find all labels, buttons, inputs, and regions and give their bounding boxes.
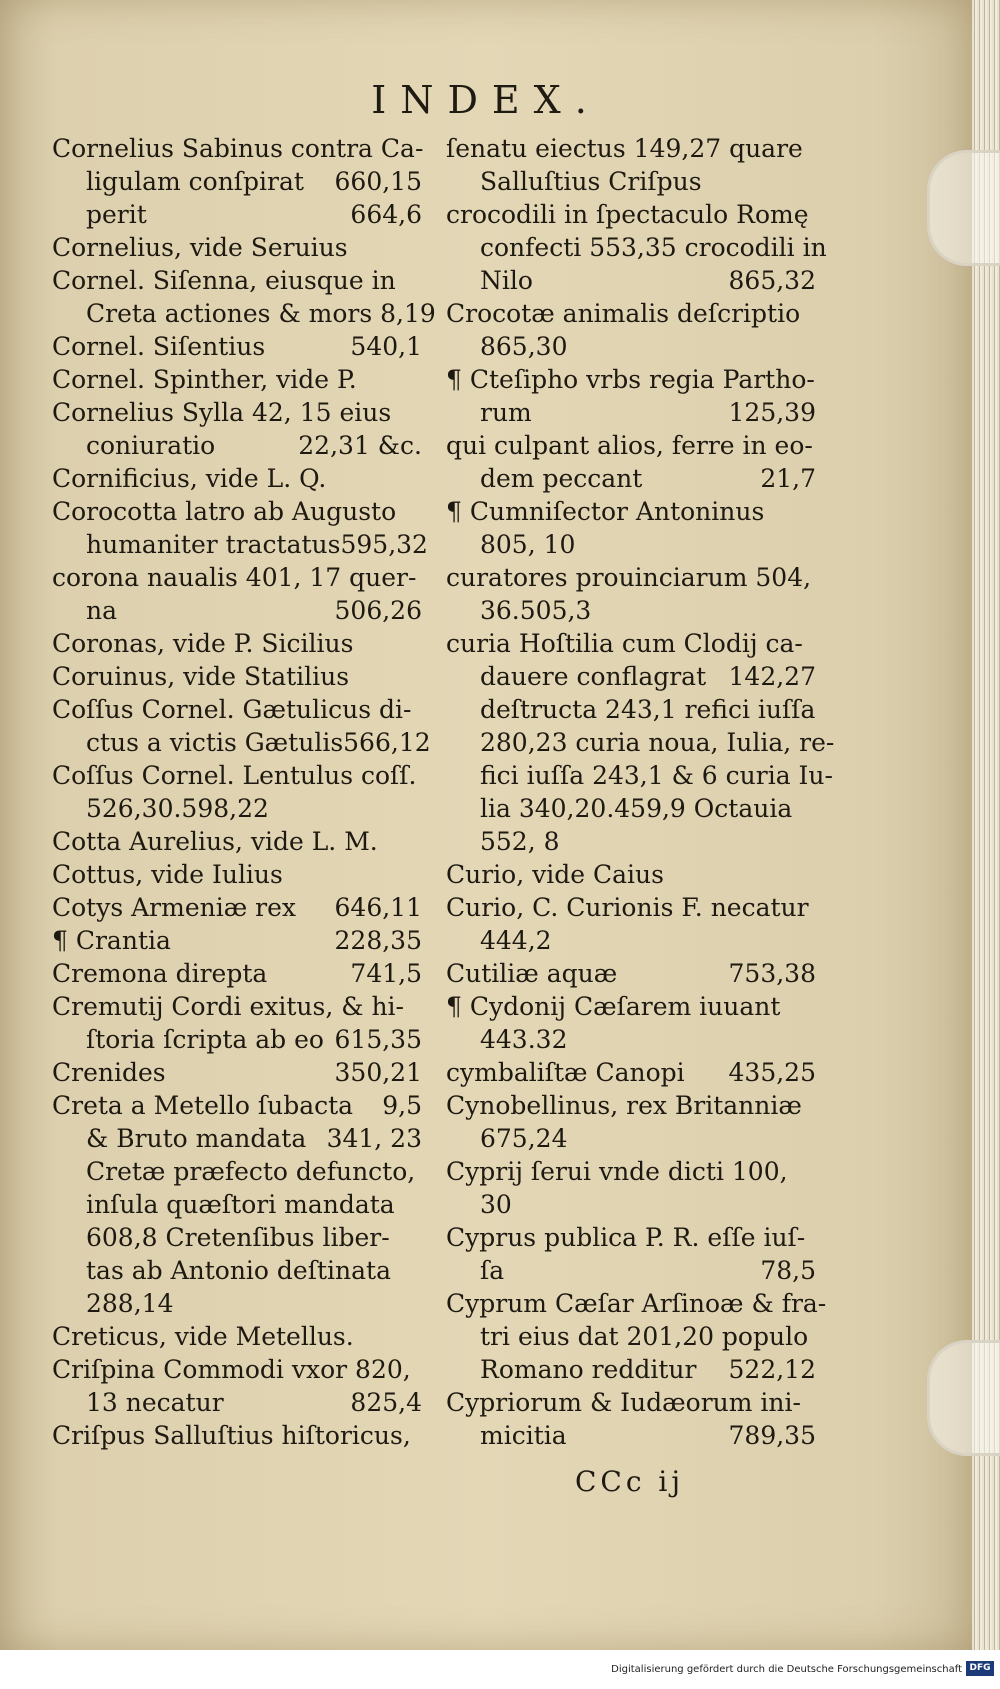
index-line-text: Creticus, vide Metellus. [52,1322,354,1351]
index-line-text: Cornel. Siſenna, eiusque in [52,266,396,295]
index-line-text: dem peccant [480,464,643,493]
index-line-text: curatores prouinciarum 504, [446,563,812,592]
index-line-text: 288,14 [86,1289,174,1318]
index-line [446,231,827,264]
index-line [52,660,422,693]
index-line-text: Corocotta latro ab Augusto [52,497,397,526]
index-line [52,396,422,429]
index-line-text: ¶ Crantia [52,926,171,955]
index-line [52,1089,422,1122]
index-line [446,1287,827,1320]
index-line-text: Cypriorum & Iudæorum ini- [446,1388,801,1417]
credit-bar [0,1650,1000,1689]
index-entry [446,858,816,891]
index-entry [52,363,422,396]
index-line [446,1122,816,1155]
index-line-number: 753,38 [728,959,816,988]
index-line [446,561,816,594]
index-line-text: Curio, vide Caius [446,860,664,889]
index-line [52,132,422,165]
index-line-text: 865,30 [480,332,568,361]
index-line-number: 741,5 [350,959,422,988]
index-line-text: Criſpina Commodi vxor 820, [52,1355,411,1384]
index-line-number: 142,27 [728,662,816,691]
index-line-text: & Bruto mandata [86,1124,307,1153]
index-line-number: 125,39 [728,398,816,427]
index-line [446,1320,816,1353]
index-line-text: micitia [480,1421,567,1450]
index-line-text: humaniter tractatus [86,530,341,559]
index-line-text: curia Hoſtilia cum Clodij ca- [446,629,803,658]
index-line-text: Cremutij Cordi exitus, & hi- [52,992,405,1021]
index-line-text: 552, 8 [480,827,560,856]
index-line [52,1419,422,1452]
index-line [446,990,816,1023]
index-line [52,1023,422,1056]
index-line-text: Cornificius, vide L. Q. [52,464,327,493]
index-line-text: 36.505,3 [480,596,592,625]
index-line-text: 526,30.598,22 [86,794,269,823]
index-line-text: Cynobellinus, rex Britanniæ [446,1091,802,1120]
index-line [446,594,816,627]
index-entry [52,924,422,957]
index-entry [52,693,431,759]
index-line-text: ſa [480,1256,505,1285]
index-line-text: deſtructa 243,1 refici iuſſa [480,695,816,724]
index-line [52,264,422,297]
index-entry [52,1089,422,1320]
index-line [52,1155,422,1188]
index-line [446,165,816,198]
index-entry [52,264,436,330]
index-line [446,264,816,297]
index-line [446,924,816,957]
index-entry [52,759,422,825]
index-line-number: 825,4 [350,1388,422,1417]
index-entry [446,561,816,627]
index-line [52,1254,422,1287]
index-line-text: Cyprus publica P. R. eſſe iuſ- [446,1223,806,1252]
index-entry [446,297,816,363]
index-entry [52,462,422,495]
index-entry [52,825,422,858]
index-line-text: 280,23 curia noua, Iulia, re- [480,728,835,757]
index-entry [52,396,422,462]
index-line-number: 228,35 [334,926,422,955]
index-line [446,330,816,363]
index-line-text: ligulam conſpirat [86,167,304,196]
index-line-text: Cornelius, vide Seruius [52,233,348,262]
index-line [52,1320,422,1353]
index-line [52,1353,422,1386]
index-line-text: Creta a Metello ſubacta [52,1091,354,1120]
index-line-number: 9,5 [382,1091,422,1120]
index-line [446,429,816,462]
index-line-text: Salluſtius Criſpus [480,167,702,196]
index-entry [446,990,816,1056]
index-line-number: 865,32 [728,266,816,295]
index-line [446,462,816,495]
index-line-text: Cornel. Siſentius [52,332,266,361]
index-line-number: 22,31 &c. [298,431,422,460]
index-line-text: 608,8 Cretenſibus liber- [86,1223,390,1252]
index-line-text: qui culpant alios, ferre in eo- [446,431,813,460]
index-line [446,825,816,858]
index-line [446,1089,816,1122]
index-line [446,1353,816,1386]
index-line-number: 21,7 [760,464,816,493]
index-line [446,693,816,726]
index-line-number: 350,21 [334,1058,422,1087]
page-header: INDEX. [371,78,601,122]
index-line [446,495,816,528]
index-entry [446,495,816,561]
index-entry [52,891,422,924]
index-line [52,792,422,825]
index-line [52,957,422,990]
index-line [52,462,422,495]
index-line-text: Cotta Aurelius, vide L. M. [52,827,378,856]
index-entry [446,1155,816,1221]
index-entry [52,132,422,231]
index-line-number: 78,5 [760,1256,816,1285]
signature-mark: CCc ij [575,1465,685,1498]
index-line-text: ¶ Cumniſector Antoninus [446,497,765,526]
index-line [52,858,422,891]
index-line [52,990,422,1023]
index-line-text: Cretæ præfecto defuncto, [86,1157,416,1186]
index-line-text: 13 necatur [86,1388,224,1417]
index-entry [52,990,422,1056]
index-line [52,891,422,924]
index-line-text: ¶ Cydonij Cæſarem iuuant [446,992,781,1021]
index-entry [52,330,422,363]
index-line-text: Coſſus Cornel. Gætulicus di- [52,695,412,724]
index-line-text: Coronas, vide P. Sicilius [52,629,354,658]
index-line [446,660,816,693]
index-line [52,825,422,858]
index-line-number: 566,12 [343,728,431,757]
index-line-number: 664,6 [350,200,422,229]
index-line-text: ¶ Cteſipho vrbs regia Partho- [446,365,815,394]
index-line [52,429,422,462]
dfg-logo: DFG [966,1661,994,1676]
index-line-number: 646,11 [334,893,422,922]
index-entry [446,198,827,297]
index-line [52,330,422,363]
index-line [52,627,422,660]
index-entry [446,627,835,858]
index-line-text: perit [86,200,147,229]
index-line [446,792,816,825]
index-line-text: 805, 10 [480,530,576,559]
index-entry [446,1089,816,1155]
index-line-number: 615,35 [334,1025,422,1054]
index-column-right [446,132,835,1452]
index-entry [446,1386,816,1452]
index-entry [52,627,422,660]
index-line-text: ſenatu eiectus 149,27 quare [446,134,803,163]
index-line-text: Curio, C. Curionis F. necatur [446,893,809,922]
index-line-text: fici iuſſa 243,1 & 6 curia Iu- [480,761,833,790]
index-line [52,165,422,198]
index-line-text: Cornelius Sabinus contra Ca- [52,134,424,163]
index-line [52,693,422,726]
index-line [52,1188,422,1221]
index-line-text: Cyprum Cæſar Arſinoæ & fra- [446,1289,827,1318]
index-line [52,1056,422,1089]
index-line [446,1221,816,1254]
page-tab-marker [927,1340,1000,1456]
index-entry [52,1419,422,1452]
index-entry [52,957,422,990]
index-line-text: Nilo [480,266,533,295]
index-column-left [52,132,436,1452]
index-line-text: cymbaliſtæ Canopi [446,1058,685,1087]
index-line [446,1386,816,1419]
index-line [52,198,422,231]
index-line-number: 595,32 [340,530,428,559]
index-line [52,363,422,396]
index-line [52,231,422,264]
index-entry [446,363,816,429]
index-line-text: Coruinus, vide Statilius [52,662,350,691]
index-entry [446,1221,816,1287]
index-line [446,759,833,792]
index-line-text: 443.32 [480,1025,568,1054]
index-line-text: Cottus, vide Iulius [52,860,283,889]
index-line-number: 522,12 [728,1355,816,1384]
index-line-number: 435,25 [728,1058,816,1087]
index-line [446,957,816,990]
page-tab-marker [927,150,1000,266]
index-line-text: coniuratio [86,431,216,460]
index-line [446,1188,816,1221]
index-entry [446,429,816,495]
index-line-text: Cyprij ſerui vnde dicti 100, [446,1157,788,1186]
index-line-text: Crenides [52,1058,166,1087]
index-entry [446,957,816,990]
index-line-text: Romano redditur [480,1355,697,1384]
index-line [446,1056,816,1089]
index-entry [446,1287,827,1386]
index-line-text: dauere conflagrat [480,662,707,691]
index-line-text: Cutiliæ aquæ [446,959,618,988]
index-line [52,297,436,330]
index-line-text: na [86,596,118,625]
index-entry [446,891,816,957]
index-entry [446,1056,816,1089]
index-line-number: 660,15 [334,167,422,196]
index-line-text: lia 340,20.459,9 Octauia [480,794,793,823]
index-line-text: Cornelius Sylla 42, 15 eius [52,398,392,427]
index-line-text: 30 [480,1190,512,1219]
index-line-text: Cotys Armeniæ rex [52,893,297,922]
index-entry [52,1056,422,1089]
index-line [52,759,422,792]
index-line-text: crocodili in ſpectaculo Romę [446,200,809,229]
index-line [52,924,422,957]
index-line [446,363,816,396]
index-line [446,627,816,660]
index-line [52,495,422,528]
index-line-text: Crocotæ animalis deſcriptio [446,299,801,328]
index-line [446,1023,816,1056]
index-line-number: 789,35 [728,1421,816,1450]
index-line-text: corona naualis 401, 17 quer- [52,563,417,592]
index-line [52,561,422,594]
index-line [52,726,431,759]
index-entry [52,231,422,264]
index-line-number: 506,26 [334,596,422,625]
index-line-text: 675,24 [480,1124,568,1153]
index-line-text: rum [480,398,532,427]
index-entry [52,561,422,627]
index-entry [446,132,816,198]
index-line [446,297,816,330]
index-line-text: tri eius dat 201,20 populo [480,1322,809,1351]
index-line [446,396,816,429]
index-line [446,858,816,891]
index-line-text: tas ab Antonio deſtinata [86,1256,391,1285]
index-line [52,1122,422,1155]
index-entry [52,1353,422,1419]
index-entry [52,495,428,561]
index-entry [52,660,422,693]
index-line-number: 341, 23 [326,1124,422,1153]
index-line [446,1155,816,1188]
index-line-text: ſtoria ſcripta ab eo [86,1025,324,1054]
index-line-text: Cremona direpta [52,959,268,988]
index-line-text: confecti 553,35 crocodili in [480,233,827,262]
index-line [446,1419,816,1452]
index-line [446,132,816,165]
index-line [446,726,835,759]
index-entry [52,858,422,891]
index-line-text: Creta actiones & mors 8,19 [86,299,436,328]
index-line [52,1287,422,1320]
index-line [446,891,816,924]
index-line-text: Coſſus Cornel. Lentulus coſſ. [52,761,417,790]
index-line-text: inſula quæſtori mandata [86,1190,395,1219]
index-line-number: 540,1 [350,332,422,361]
index-line [446,1254,816,1287]
index-line [446,528,816,561]
index-line [52,594,422,627]
index-line [52,1386,422,1419]
credit-text: Digitalisierung gefördert durch die Deutsche Forschungsgemeinschaft [611,1664,962,1675]
index-line-text: 444,2 [480,926,552,955]
index-line-text: Criſpus Salluſtius hiſtoricus, [52,1421,411,1450]
index-line [446,198,816,231]
index-line-text: ctus a victis Gætulis [86,728,344,757]
index-line [52,1221,422,1254]
index-line [52,528,428,561]
index-line-text: Cornel. Spinther, vide P. [52,365,357,394]
index-entry [52,1320,422,1353]
